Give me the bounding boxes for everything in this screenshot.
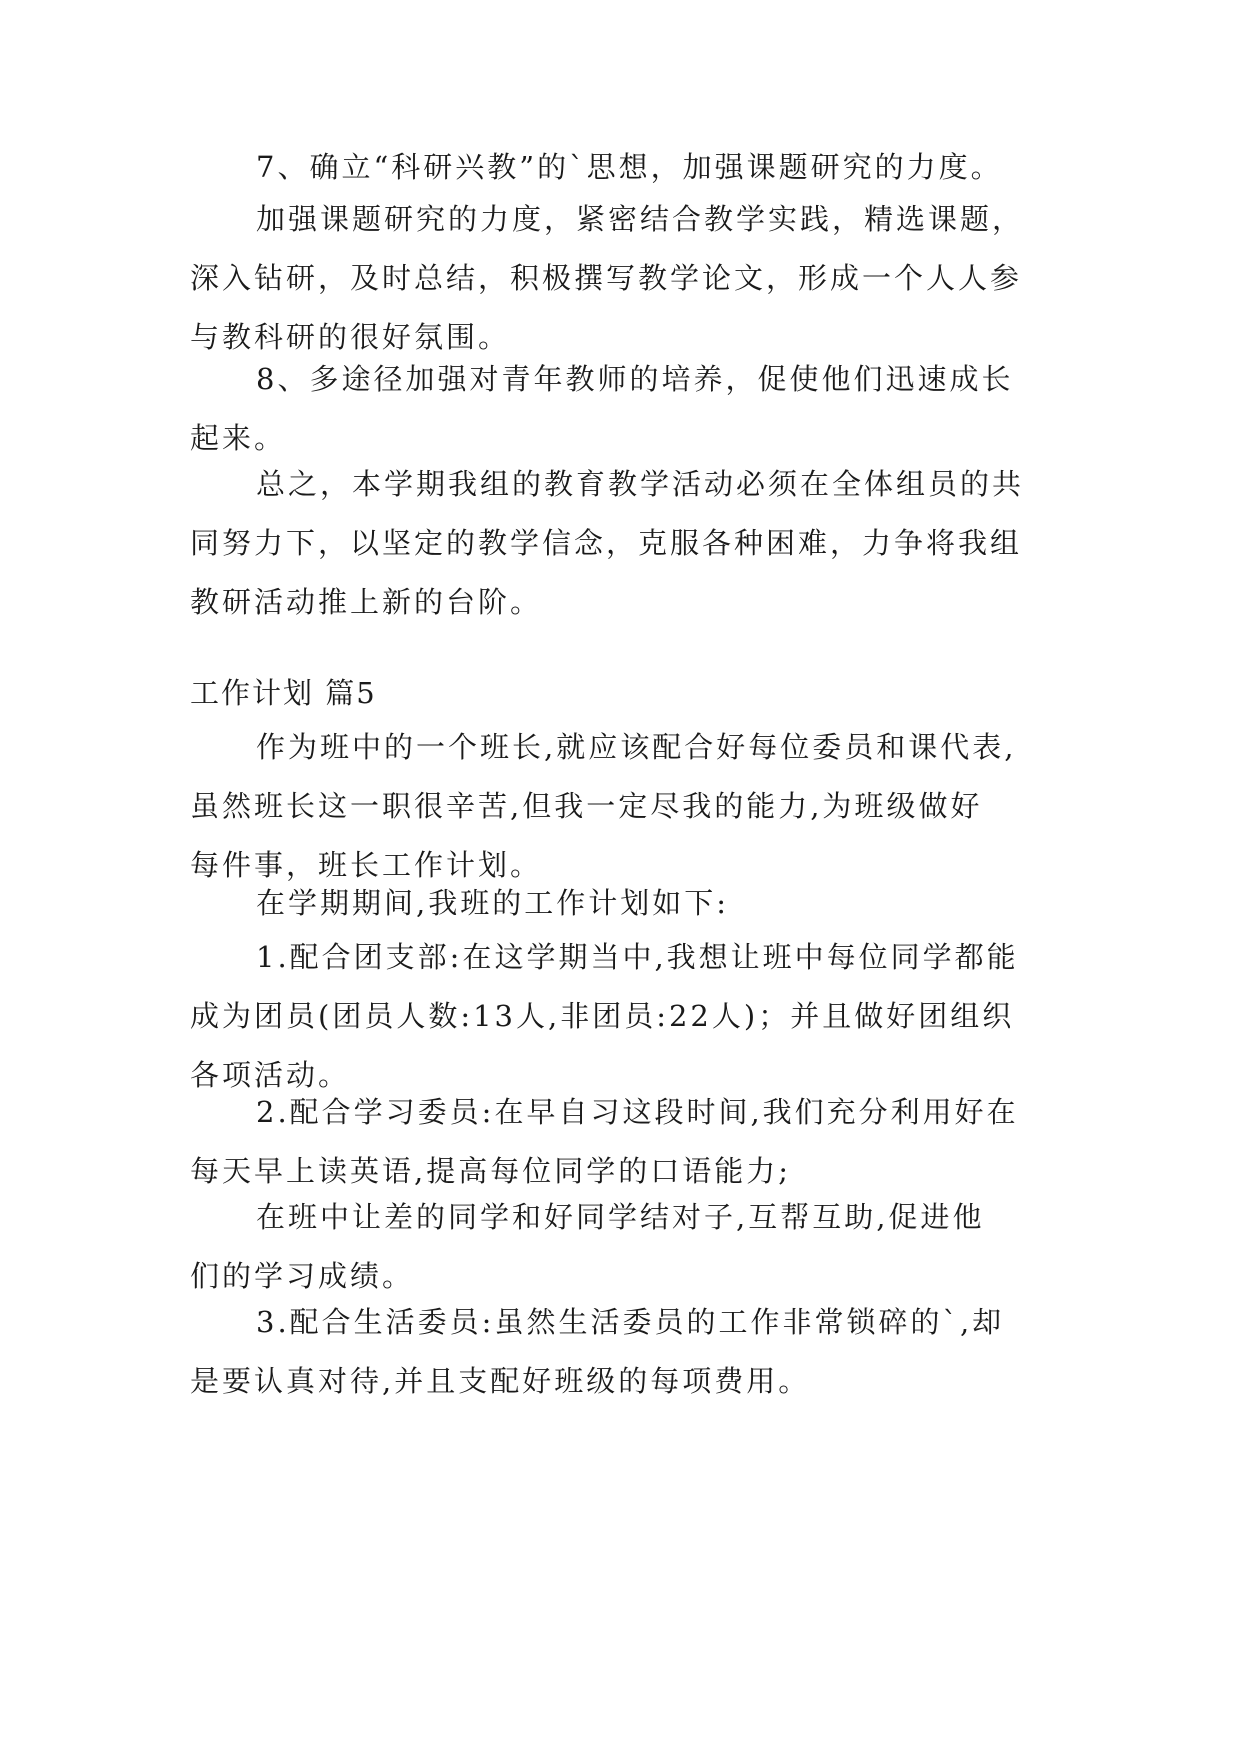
- text-line: 们的学习成绩。: [190, 1259, 415, 1293]
- paragraph-5: [190, 718, 1070, 895]
- paragraph-3: [190, 350, 1070, 468]
- text-line: 是要认真对待,并且支配好班级的每项费用。: [190, 1364, 811, 1398]
- text-line: 在班中让差的同学和好同学结对子,互帮互助,促进他: [256, 1200, 985, 1234]
- paragraph-9: [190, 1188, 1070, 1306]
- text-line: 7、确立“科研兴教”的`思想，加强课题研究的力度。: [256, 150, 1003, 184]
- text-line: 每天早上读英语,提高每位同学的口语能力;: [190, 1154, 791, 1188]
- text-line: 起来。: [190, 421, 287, 455]
- text-line: 教研活动推上新的台阶。: [190, 585, 543, 619]
- text-line: 各项活动。: [190, 1058, 351, 1092]
- paragraph-6: [190, 874, 1070, 933]
- text-line: 每件事，班长工作计划。: [190, 848, 543, 882]
- text-line: 8、多途径加强对青年教师的培养，促使他们迅速成长: [256, 362, 1014, 396]
- text-line: 1.配合团支部:在这学期当中,我想让班中每位同学都能: [256, 940, 1019, 974]
- paragraph-10: [190, 1293, 1070, 1411]
- text-line: 3.配合生活委员:虽然生活委员的工作非常锁碎的`,却: [256, 1305, 1005, 1339]
- paragraph-1: [190, 138, 1070, 197]
- text-line: 加强课题研究的力度，紧密结合教学实践，精选课题，: [256, 202, 1025, 236]
- text-line: 深入钻研，及时总结，积极撰写教学论文，形成一个人人参: [190, 261, 1023, 295]
- text-line: 在学期期间,我班的工作计划如下:: [256, 886, 729, 920]
- text-line: 虽然班长这一职很辛苦,但我一定尽我的能力,为班级做好: [190, 789, 983, 823]
- paragraph-7: [190, 928, 1070, 1105]
- text-line: 作为班中的一个班长,就应该配合好每位委员和课代表,: [256, 730, 1017, 764]
- text-line: 成为团员(团员人数:13人,非团员:22人)；并且做好团组织: [190, 999, 1015, 1033]
- text-line: 2.配合学习委员:在早自习这段时间,我们充分利用好在: [256, 1095, 1019, 1129]
- text-line: 与教科研的很好氛围。: [190, 320, 511, 354]
- paragraph-4: [190, 455, 1070, 632]
- text-line: 总之，本学期我组的教育教学活动必须在全体组员的共: [256, 467, 1025, 501]
- paragraph-8: [190, 1083, 1070, 1201]
- paragraph-2: [190, 190, 1070, 367]
- section-heading: 工作计划 篇5: [190, 676, 377, 710]
- text-line: 同努力下，以坚定的教学信念，克服各种困难，力争将我组: [190, 526, 1023, 560]
